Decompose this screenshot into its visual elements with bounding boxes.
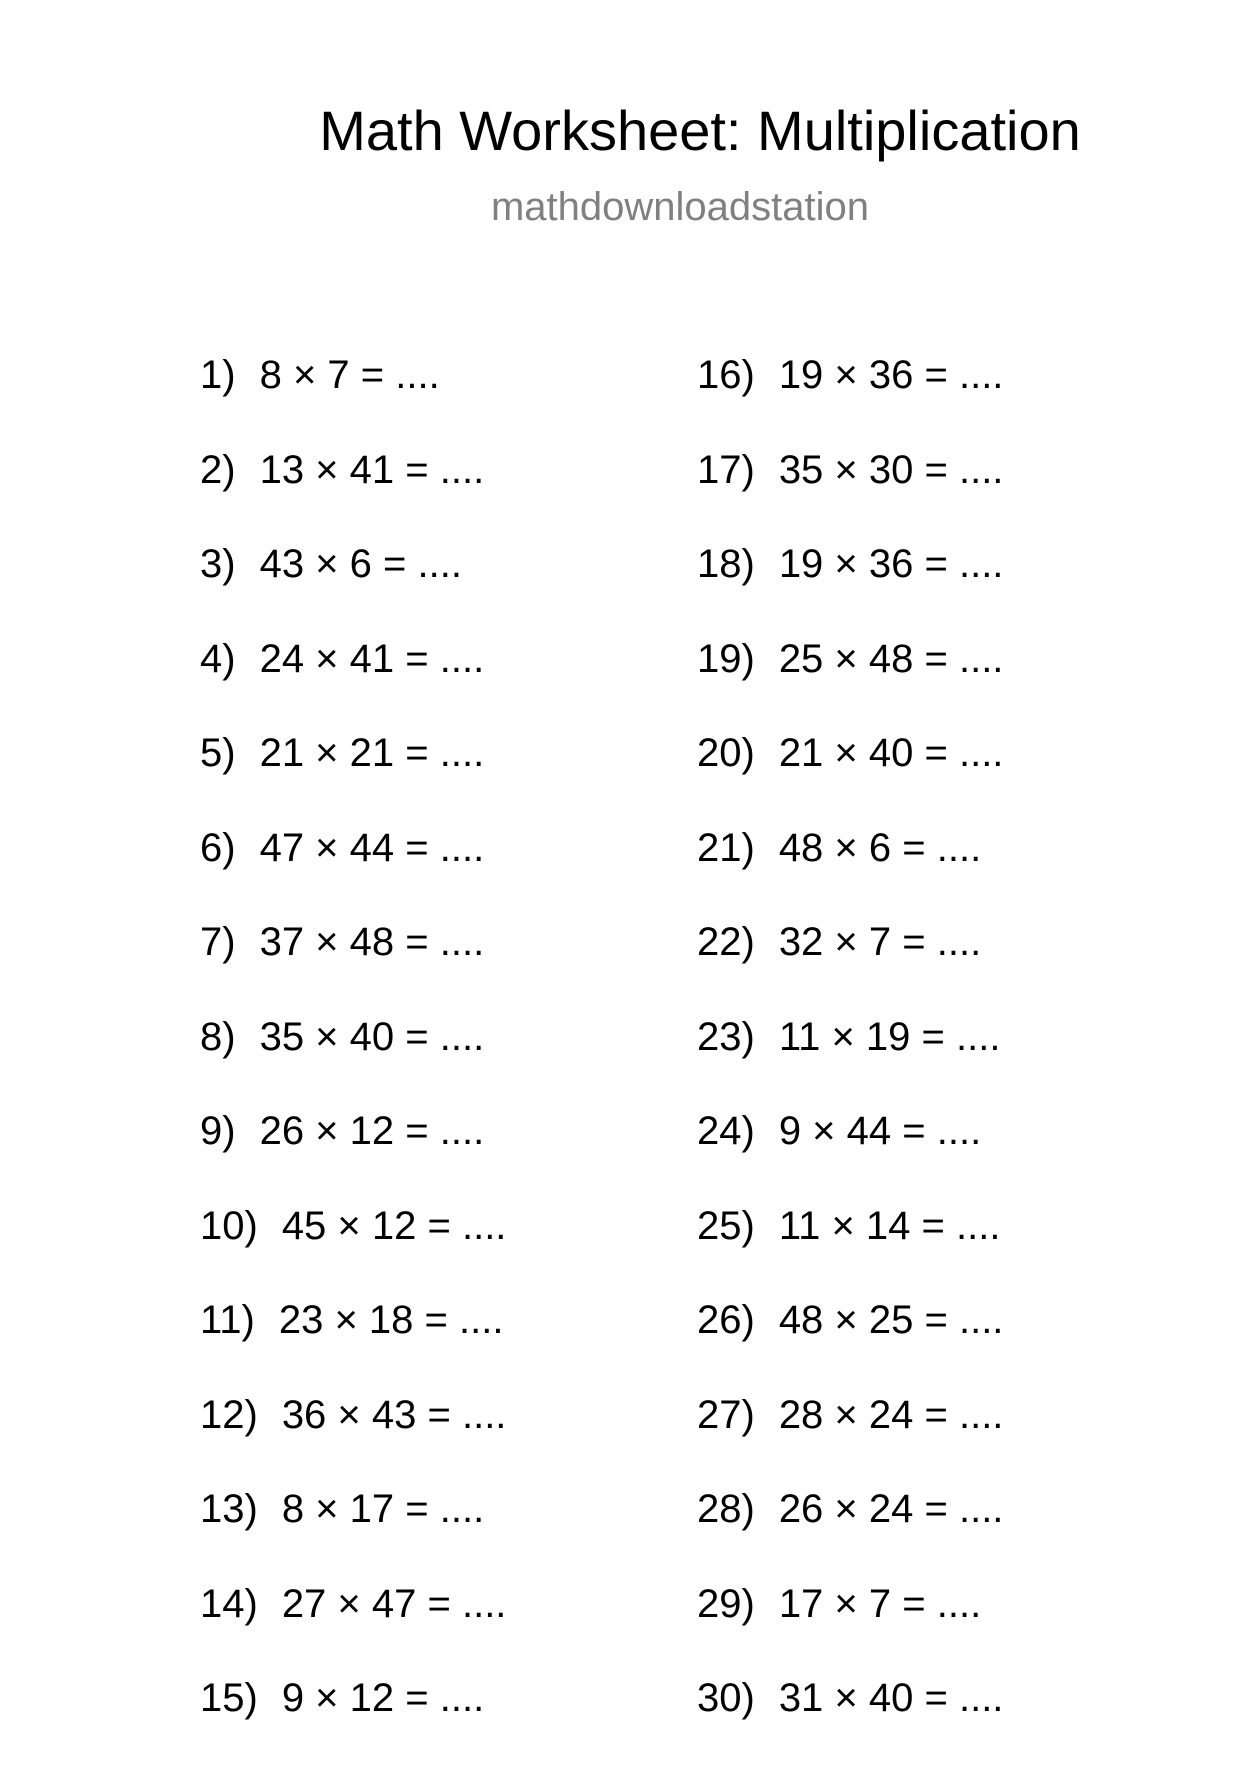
- problem-item: [200, 442, 506, 537]
- problem-number: 3): [200, 542, 236, 586]
- problem-expression: 48 × 25 = ....: [778, 1298, 1004, 1342]
- problem-item: [200, 1292, 506, 1387]
- problem-number: 24): [697, 1109, 755, 1153]
- problem-number: 22): [697, 920, 755, 964]
- problem-item: [697, 1576, 1003, 1671]
- problem-expression: 26 × 12 = ....: [259, 1109, 485, 1153]
- problem-item: [200, 725, 506, 820]
- problem-item: [200, 1009, 506, 1104]
- problem-expression: 47 × 44 = ....: [259, 825, 485, 870]
- problem-number: 13): [200, 1487, 258, 1531]
- problem-number: 21): [697, 825, 755, 870]
- problem-number: 15): [200, 1676, 258, 1720]
- problem-expression: 32 × 7 = ....: [778, 920, 982, 964]
- problem-item: [200, 1481, 506, 1576]
- problem-item: [200, 631, 506, 726]
- problem-expression: 31 × 40 = ....: [778, 1676, 1004, 1720]
- problem-column-right: [697, 347, 1003, 1765]
- problem-item: [200, 1387, 506, 1482]
- problem-item: [697, 820, 1003, 915]
- problem-expression: 26 × 24 = ....: [778, 1487, 1004, 1531]
- problem-expression: 9 × 44 = ....: [778, 1109, 982, 1153]
- problem-item: [200, 536, 506, 631]
- problem-expression: 21 × 40 = ....: [778, 731, 1004, 775]
- problem-expression: 19 × 36 = ....: [778, 353, 1004, 397]
- problem-expression: 43 × 6 = ....: [259, 542, 462, 586]
- problem-expression: 48 × 6 = ....: [778, 825, 982, 870]
- problem-item: [697, 914, 1003, 1009]
- problem-item: [697, 1387, 1003, 1482]
- problem-number: 28): [697, 1487, 755, 1531]
- page-title: Math Worksheet: Multiplication: [319, 99, 1081, 162]
- problem-item: [200, 347, 506, 442]
- problem-expression: 23 × 18 = ....: [278, 1298, 504, 1342]
- problem-number: 26): [697, 1298, 755, 1342]
- problem-expression: 17 × 7 = ....: [778, 1581, 982, 1626]
- problem-item: [697, 347, 1003, 442]
- problem-item: [697, 1481, 1003, 1576]
- problem-item: [697, 725, 1003, 820]
- problem-expression: 35 × 30 = ....: [778, 447, 1004, 492]
- problem-expression: 27 × 47 = ....: [281, 1581, 507, 1626]
- problem-item: [200, 1198, 506, 1293]
- problem-expression: 8 × 17 = ....: [281, 1487, 485, 1531]
- problem-number: 18): [697, 542, 755, 586]
- problem-number: 23): [697, 1014, 755, 1059]
- problem-expression: 25 × 48 = ....: [778, 636, 1004, 681]
- problem-number: 5): [200, 731, 236, 775]
- problem-expression: 36 × 43 = ....: [281, 1392, 507, 1437]
- problem-expression: 28 × 24 = ....: [778, 1392, 1004, 1437]
- problem-expression: 45 × 12 = ....: [281, 1203, 507, 1248]
- problem-number: 4): [200, 636, 236, 681]
- problem-number: 2): [200, 447, 236, 492]
- page-subtitle: mathdownloadstation: [490, 185, 870, 229]
- problem-expression: 35 × 40 = ....: [259, 1014, 485, 1059]
- problem-number: 25): [697, 1203, 755, 1248]
- problem-number: 19): [697, 636, 755, 681]
- problem-column-left: [200, 347, 506, 1765]
- problem-item: [697, 1292, 1003, 1387]
- problem-item: [200, 1670, 506, 1765]
- problem-number: 14): [200, 1581, 258, 1626]
- problem-number: 10): [200, 1203, 258, 1248]
- problem-number: 17): [697, 447, 755, 492]
- problem-item: [697, 1009, 1003, 1104]
- problem-number: 29): [697, 1581, 755, 1626]
- problem-number: 7): [200, 920, 236, 964]
- problem-expression: 24 × 41 = ....: [259, 636, 485, 681]
- problem-expression: 19 × 36 = ....: [778, 542, 1004, 586]
- problem-item: [697, 1198, 1003, 1293]
- problem-number: 6): [200, 825, 236, 870]
- problem-expression: 9 × 12 = ....: [281, 1676, 485, 1720]
- problem-item: [697, 1670, 1003, 1765]
- problem-item: [697, 536, 1003, 631]
- problem-item: [200, 1576, 506, 1671]
- problem-item: [200, 1103, 506, 1198]
- problem-number: 16): [697, 353, 755, 397]
- problem-item: [200, 914, 506, 1009]
- problem-number: 27): [697, 1392, 755, 1437]
- problem-expression: 8 × 7 = ....: [259, 353, 440, 397]
- problem-expression: 37 × 48 = ....: [259, 920, 485, 964]
- problem-number: 30): [697, 1676, 755, 1720]
- problem-expression: 11 × 14 = ....: [778, 1203, 1001, 1248]
- problem-item: [697, 631, 1003, 726]
- problem-number: 8): [200, 1014, 236, 1059]
- problem-item: [697, 1103, 1003, 1198]
- problem-item: [697, 442, 1003, 537]
- problem-number: 11): [200, 1298, 255, 1342]
- problem-expression: 21 × 21 = ....: [259, 731, 485, 775]
- problem-item: [200, 820, 506, 915]
- problem-number: 1): [200, 353, 236, 397]
- problem-expression: 11 × 19 = ....: [778, 1014, 1001, 1059]
- problem-number: 12): [200, 1392, 258, 1437]
- problem-expression: 13 × 41 = ....: [259, 447, 485, 492]
- problem-number: 9): [200, 1109, 236, 1153]
- problem-number: 20): [697, 731, 755, 775]
